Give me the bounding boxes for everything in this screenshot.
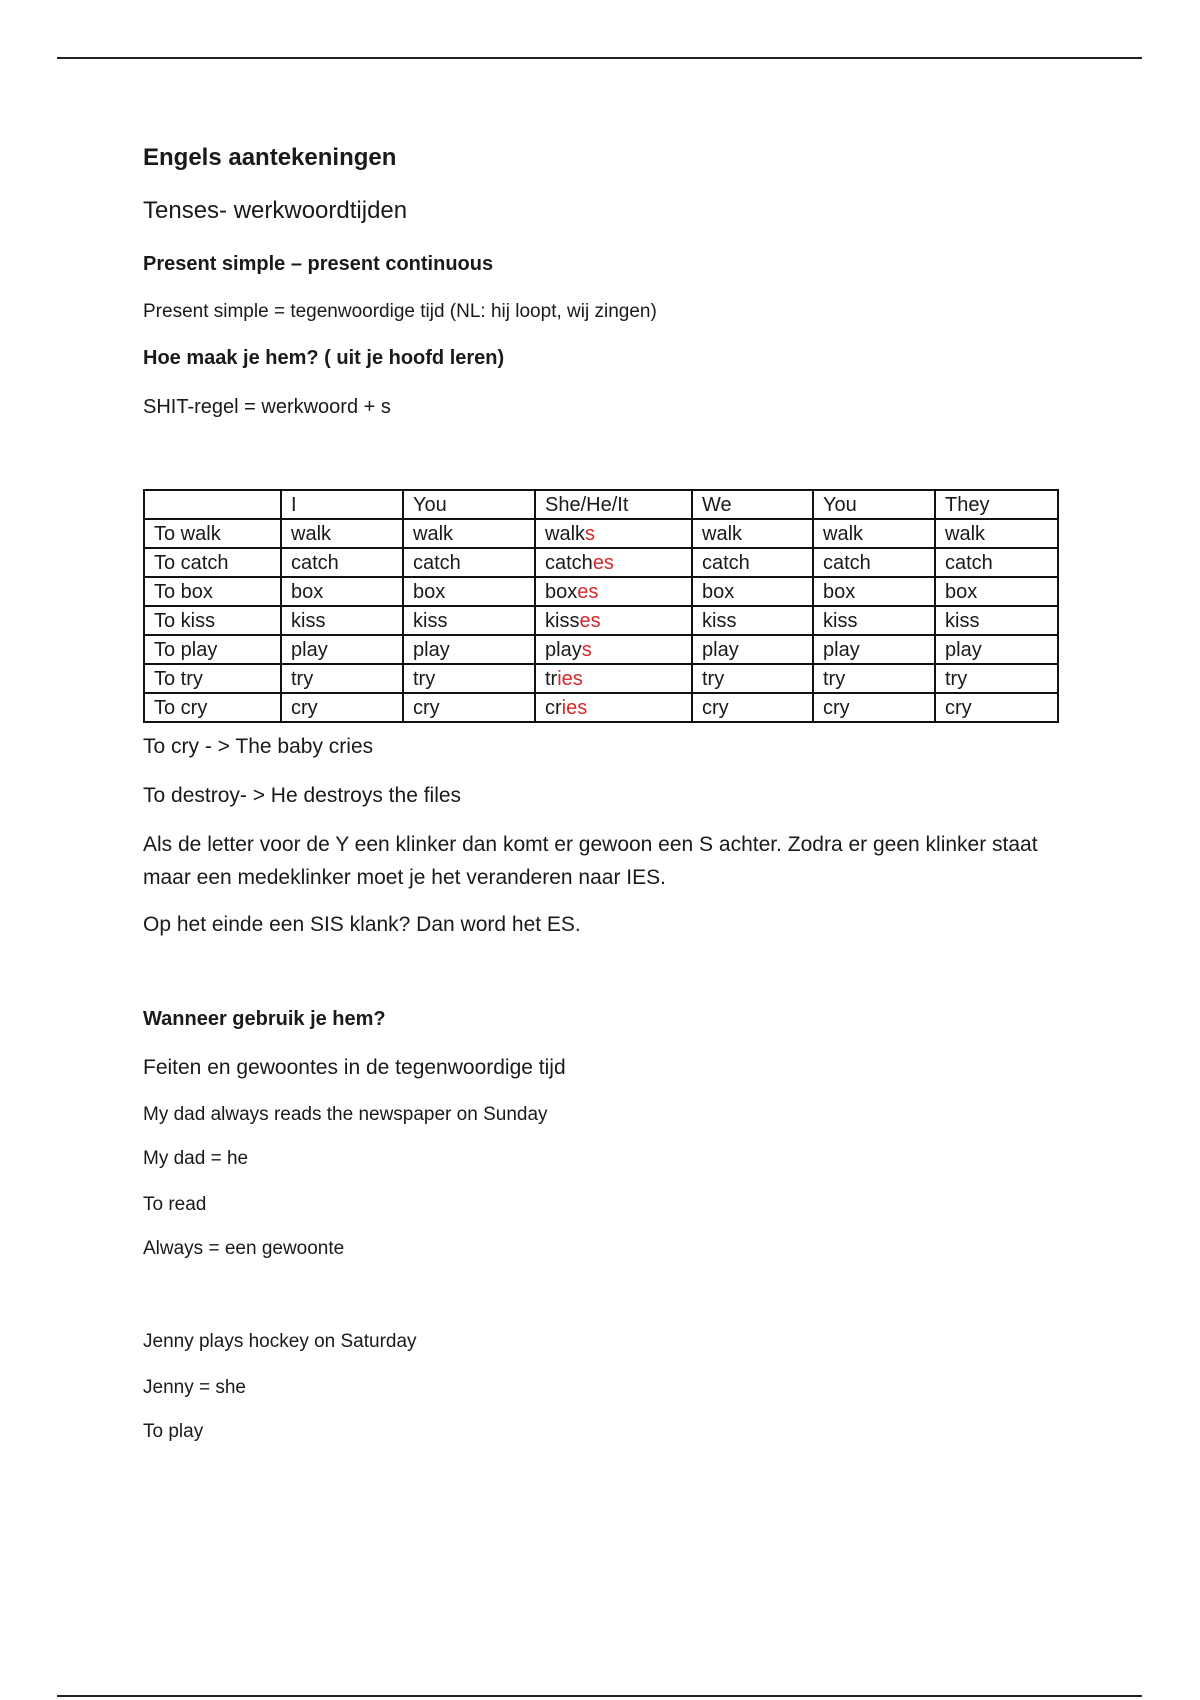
definition-text: Present simple = tegenwoordige tijd (NL: hij loopt, wij zingen) — [143, 301, 657, 322]
verb-form-cell: play — [813, 635, 935, 664]
table-row — [144, 693, 1058, 722]
verb-label-cell: To kiss — [144, 606, 281, 635]
example-destroy: To destroy- > He destroys the files — [143, 784, 462, 807]
table-row — [144, 635, 1058, 664]
example-cry: To cry - > The baby cries — [143, 735, 374, 758]
verb-label-cell: To catch — [144, 548, 281, 577]
verb-form-cell: play — [281, 635, 403, 664]
verb-form-cell: cry — [813, 693, 935, 722]
verb-stem: tr — [545, 667, 558, 690]
verb-suffix: es — [579, 609, 601, 632]
verb-form-cell: box — [281, 577, 403, 606]
howto-heading: Hoe maak je hem? ( uit je hoofd leren) — [143, 347, 505, 369]
conjugation-table-body — [144, 490, 1058, 722]
third-person-cell — [535, 693, 692, 722]
third-person-cell — [535, 606, 692, 635]
example2-subject: Jenny = she — [143, 1377, 246, 1398]
example1-verb: To read — [143, 1194, 207, 1215]
verb-suffix: es — [577, 580, 599, 603]
verb-form-cell: catch — [935, 548, 1058, 577]
section-heading: Present simple – present continuous — [143, 253, 494, 275]
verb-form-cell: walk — [935, 519, 1058, 548]
verb-form-cell: play — [403, 635, 535, 664]
table-row — [144, 664, 1058, 693]
verb-stem: cr — [545, 696, 562, 719]
verb-form-cell: try — [692, 664, 813, 693]
verb-label-cell: To cry — [144, 693, 281, 722]
verb-form-cell: try — [813, 664, 935, 693]
verb-label-cell: To play — [144, 635, 281, 664]
table-row — [144, 606, 1058, 635]
example2-sentence: Jenny plays hockey on Saturday — [143, 1331, 417, 1352]
verb-stem: walk — [545, 522, 586, 545]
verb-label-cell: To try — [144, 664, 281, 693]
table-row — [144, 577, 1058, 606]
document-title: Engels aantekeningen — [143, 144, 397, 171]
verb-form-cell: box — [692, 577, 813, 606]
verb-form-cell: kiss — [692, 606, 813, 635]
table-header-cell: You — [813, 490, 935, 519]
verb-form-cell: walk — [403, 519, 535, 548]
third-person-cell — [535, 664, 692, 693]
verb-form-cell: cry — [281, 693, 403, 722]
verb-suffix: s — [585, 522, 596, 545]
table-header-cell: I — [281, 490, 403, 519]
verb-suffix: es — [592, 551, 614, 574]
sis-rule-text: Op het einde een SIS klank? Dan word het ES. — [143, 913, 581, 936]
verb-form-cell: kiss — [935, 606, 1058, 635]
verb-form-cell: catch — [813, 548, 935, 577]
table-header-cell: You — [403, 490, 535, 519]
verb-suffix: s — [581, 638, 592, 661]
verb-form-cell: catch — [692, 548, 813, 577]
verb-form-cell: cry — [403, 693, 535, 722]
verb-form-cell: catch — [281, 548, 403, 577]
verb-form-cell: kiss — [813, 606, 935, 635]
verb-stem: box — [545, 580, 578, 603]
verb-form-cell: try — [403, 664, 535, 693]
verb-stem: kiss — [545, 609, 580, 632]
example1-subject: My dad = he — [143, 1148, 249, 1169]
verb-form-cell: box — [813, 577, 935, 606]
verb-form-cell: walk — [692, 519, 813, 548]
verb-form-cell: box — [403, 577, 535, 606]
example1-sentence: My dad always reads the newspaper on Sunday — [143, 1104, 548, 1125]
table-header-cell — [144, 490, 281, 519]
example2-verb: To play — [143, 1421, 204, 1442]
verb-suffix: ies — [557, 667, 583, 690]
verb-form-cell: walk — [281, 519, 403, 548]
verb-form-cell: cry — [692, 693, 813, 722]
verb-form-cell: try — [935, 664, 1058, 693]
rule-text: SHIT-regel = werkwoord + s — [143, 396, 391, 418]
third-person-cell — [535, 577, 692, 606]
document-subtitle: Tenses- werkwoordtijden — [143, 197, 408, 224]
table-header-cell: They — [935, 490, 1058, 519]
table-header-cell: She/He/It — [535, 490, 692, 519]
table-row — [144, 548, 1058, 577]
verb-form-cell: play — [692, 635, 813, 664]
header-rule — [57, 57, 1142, 59]
verb-form-cell: walk — [813, 519, 935, 548]
explanation-paragraph: Als de letter voor de Y een klinker dan komt er gewoon een S achter. Zodra er geen klinker staat maar een medeklinker moet je het veranderen naar IES. — [143, 833, 1038, 889]
verb-label-cell: To box — [144, 577, 281, 606]
verb-label-cell: To walk — [144, 519, 281, 548]
footer-rule — [57, 1695, 1142, 1697]
table-header-cell: We — [692, 490, 813, 519]
verb-form-cell: cry — [935, 693, 1058, 722]
third-person-cell — [535, 635, 692, 664]
table-row — [144, 519, 1058, 548]
verb-stem: catch — [545, 551, 593, 574]
conjugation-table — [143, 489, 1059, 723]
usage-heading: Wanneer gebruik je hem? — [143, 1008, 386, 1030]
verb-form-cell: kiss — [281, 606, 403, 635]
verb-form-cell: catch — [403, 548, 535, 577]
verb-suffix: ies — [561, 696, 588, 719]
verb-form-cell: try — [281, 664, 403, 693]
verb-form-cell: kiss — [403, 606, 535, 635]
third-person-cell — [535, 548, 692, 577]
table-header-row — [144, 490, 1058, 519]
usage-text: Feiten en gewoontes in de tegenwoordige tijd — [143, 1056, 566, 1079]
example1-habit: Always = een gewoonte — [143, 1238, 345, 1259]
third-person-cell — [535, 519, 692, 548]
verb-stem: play — [545, 638, 582, 661]
verb-form-cell: box — [935, 577, 1058, 606]
verb-form-cell: play — [935, 635, 1058, 664]
